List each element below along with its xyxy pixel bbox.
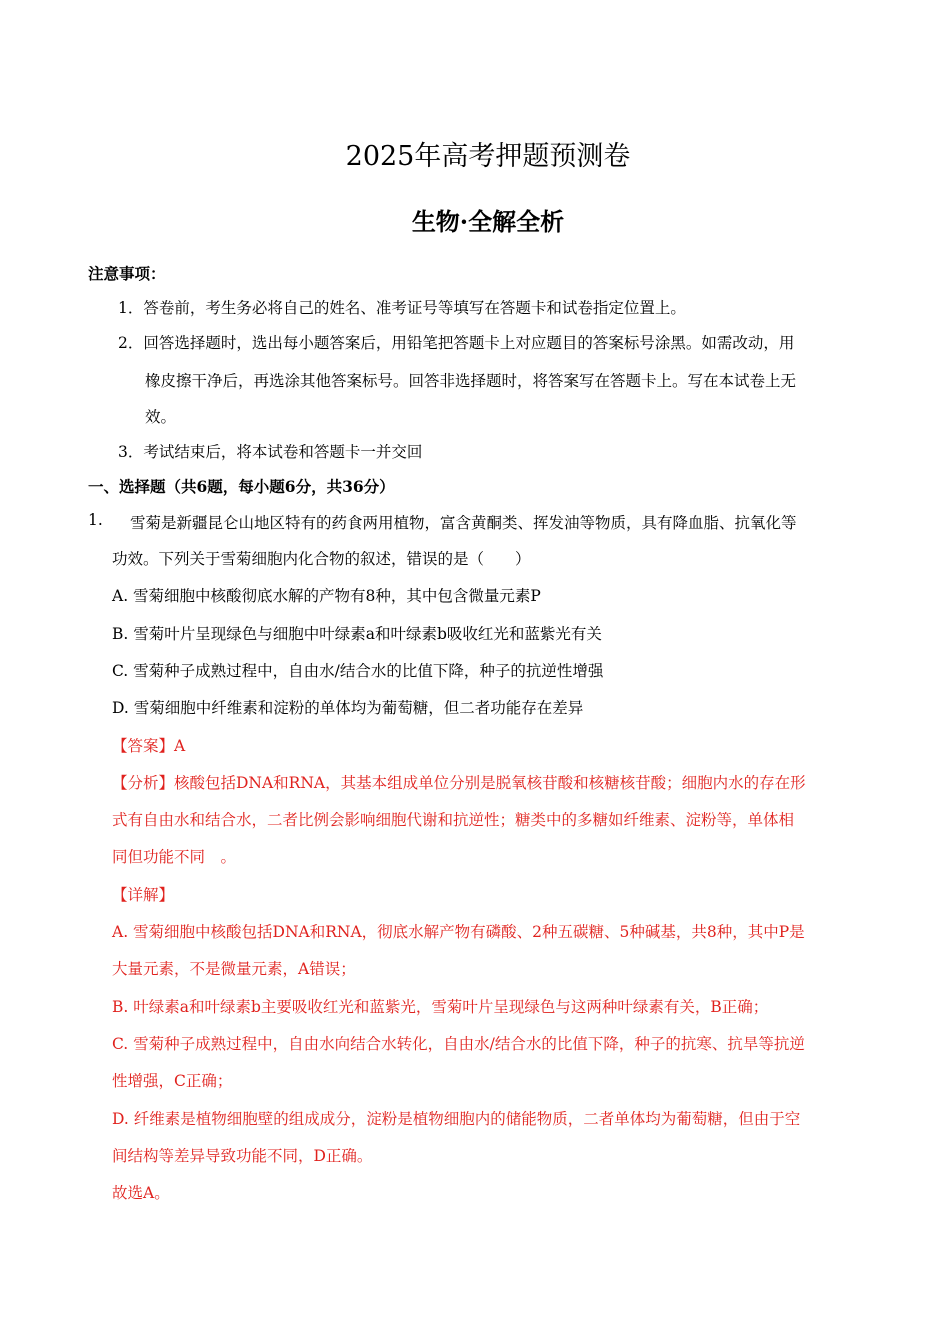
question-stem-continuation: 功效。下列关于雪菊细胞内化合物的叙述，错误的是（ ） [112, 550, 531, 568]
detail-heading: 【详解】 [112, 886, 175, 904]
detail-line: 大量元素，不是微量元素，A错误； [112, 960, 356, 978]
page-title: 2025年高考押题预测卷 [345, 141, 631, 172]
option-c: C. 雪菊种子成熟过程中，自由水/结合水的比值下降，种子的抗逆性增强 [112, 662, 604, 680]
detail-line: 间结构等差异导致功能不同，D正确。 [112, 1147, 373, 1165]
question-number: 1. [88, 511, 103, 529]
detail-line: 性增强，C正确； [112, 1072, 233, 1090]
notice-item: 2．回答选择题时，选出每小题答案后，用铅笔把答题卡上对应题目的答案标号涂黑。如需改动，用 [118, 334, 795, 352]
option-d: D. 雪菊细胞中纤维素和淀粉的单体均为葡萄糖，但二者功能存在差异 [112, 699, 584, 717]
section-heading: 一、选择题（共6题，每小题6分，共36分） [88, 477, 395, 496]
option-a: A. 雪菊细胞中核酸彻底水解的产物有8种，其中包含微量元素P [112, 587, 541, 605]
analysis-line: 同但功能不同 。 [112, 848, 237, 866]
analysis-line: 【分析】核酸包括DNA和RNA，其基本组成单位分别是脱氧核苷酸和核糖核苷酸；细胞内水的存在形 [112, 774, 806, 792]
page-subtitle: 生物·全解全析 [411, 207, 565, 236]
notice-item-continuation: 橡皮擦干净后，再选涂其他答案标号。回答非选择题时，将答案写在答题卡上。写在本试卷上无 [145, 372, 797, 390]
analysis-line: 式有自由水和结合水，二者比例会影响细胞代谢和抗逆性；糖类中的多糖如纤维素、淀粉等，单体相 [112, 811, 795, 829]
detail-line: B. 叶绿素a和叶绿素b主要吸收红光和蓝紫光，雪菊叶片呈现绿色与这两种叶绿素有关，B正确； [112, 998, 769, 1016]
option-b: B. 雪菊叶片呈现绿色与细胞中叶绿素a和叶绿素b吸收红光和蓝紫光有关 [112, 625, 602, 643]
detail-line: A. 雪菊细胞中核酸包括DNA和RNA，彻底水解产物有磷酸、2种五碳糖、5种碱基，共8种，其中P是 [112, 923, 805, 941]
detail-line: C. 雪菊种子成熟过程中，自由水向结合水转化，自由水/结合水的比值下降，种子的抗寒、抗旱等抗逆 [112, 1035, 805, 1053]
notice-item-continuation: 效。 [145, 408, 177, 426]
detail-line: D. 纤维素是植物细胞壁的组成成分，淀粉是植物细胞内的储能物质，二者单体均为葡萄糖，但由于空 [112, 1110, 801, 1128]
notice-heading: 注意事项： [88, 264, 166, 283]
answer: 【答案】A [112, 737, 186, 755]
notice-item: 3．考试结束后，将本试卷和答题卡一并交回 [118, 443, 423, 461]
notice-item: 1．答卷前，考生务必将自己的姓名、准考证号等填写在答题卡和试卷指定位置上。 [118, 299, 686, 317]
question-stem: 雪菊是新疆昆仑山地区特有的药食两用植物，富含黄酮类、挥发油等物质，具有降血脂、抗氧化等 [130, 514, 797, 532]
conclusion: 故选A。 [112, 1184, 170, 1202]
